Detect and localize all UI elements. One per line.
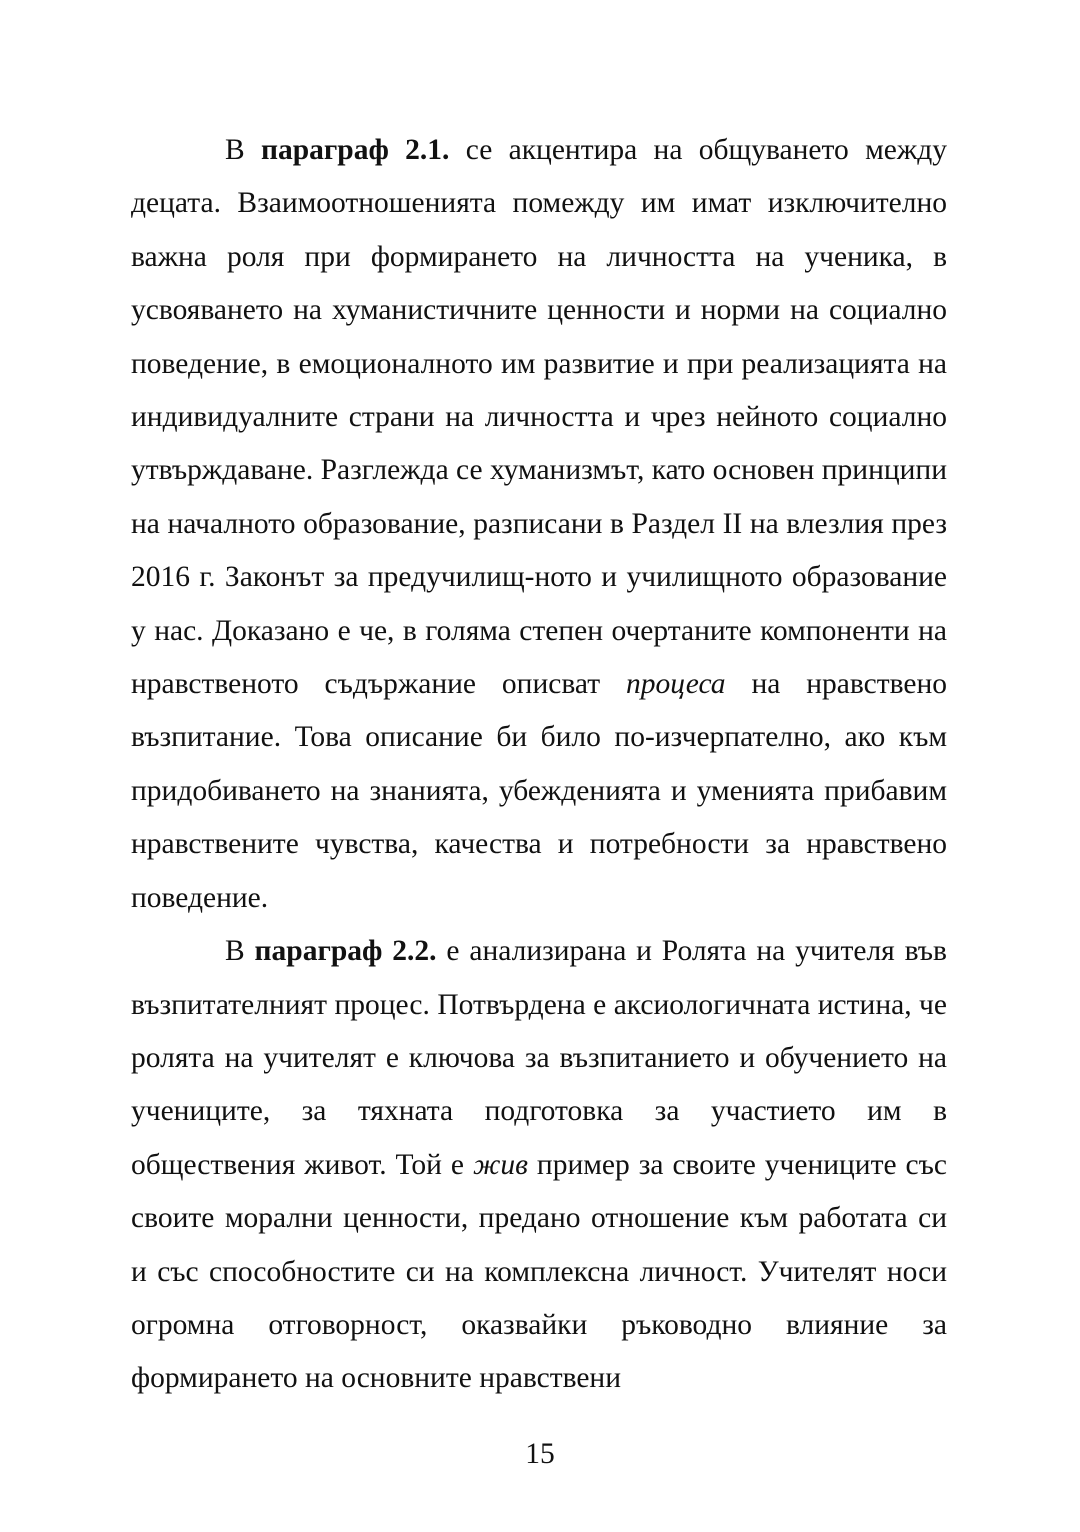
section-reference: параграф 2.2. <box>254 935 437 968</box>
paragraph-intro: В <box>225 935 255 968</box>
page-body <box>131 124 947 1406</box>
paragraph-text: пример за своите учениците със своите морални ценности, предано отношение към работата си и със способностите си на комплексна личност. Учителят носи огромна отговорност, оказвайки ръководно влияние за формирането на основните нравствени <box>131 1148 947 1395</box>
paragraph-text: е анализирана и Ролята на учителя във възпитателният процес. Потвърдена е аксиологичната истина, че ролята на учителят е ключова за възпитанието и обучението на учениците, за тяхната подготовка за участието им в обществения живот. Той е <box>131 935 947 1181</box>
paragraph-text: на нравствено възпитание. Това описание би било по-изчерпателно, ако към придобиването на знанията, убежденията и уменията прибавим нравствените чувства, качества и потребности за нравствено поведение. <box>131 668 948 914</box>
section-reference: параграф 2.1. <box>261 134 450 166</box>
paragraph-section-2-1 <box>131 124 947 925</box>
paragraph-intro: В <box>225 134 261 166</box>
page-number: 15 <box>525 1438 555 1470</box>
emphasized-term: процеса <box>626 668 726 701</box>
paragraph-text: се акцентира на общуването между децата. Взаимоотношенията помежду им имат изключително важна роля при формирането на личността на ученика, в усвояването на хуманистичните ценности и норми на социално поведение, в емоционалното им развитие и при реализацията на индивидуалните страни на личността и чрез нейното социално утвърждаване. Разглежда се хуманизмът, като основен принципи на началното образование, разписани в Раздел II на влезлия през 2016 г. Законът за предучилищ-ното и училищното образование у нас. Доказано е че, в голяма степен очертаните компоненти на нравственото съдържание описват <box>131 134 947 701</box>
emphasized-term: жив <box>472 1148 528 1181</box>
paragraph-section-2-2 <box>131 925 947 1406</box>
